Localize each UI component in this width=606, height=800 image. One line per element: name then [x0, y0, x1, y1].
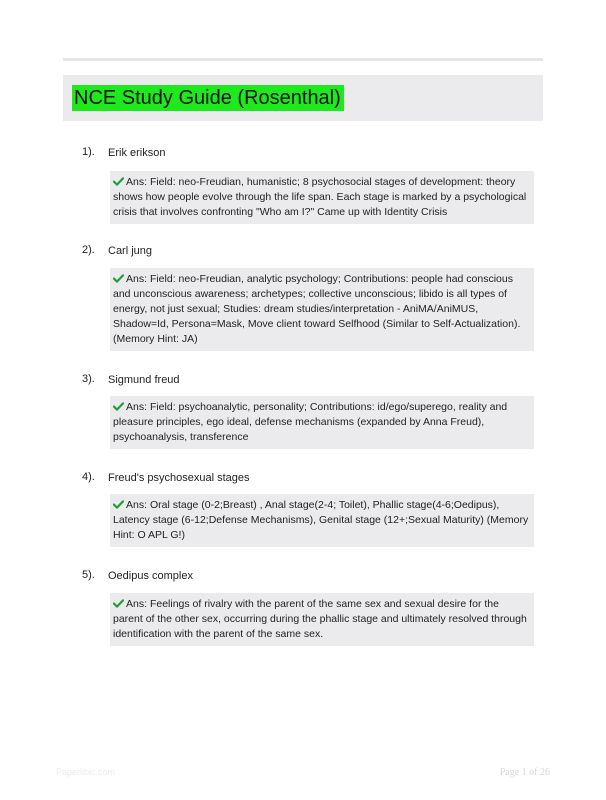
answer-prefix: Ans:: [126, 598, 150, 610]
answer-text: Field: neo-Freudian, humanistic; 8 psychosocial stages of development: theory shows how people evolve through the life span. Each stage is marked by a psychological crisis that involves confronting "Who am I?" Came up with Identity Crisis: [113, 176, 527, 218]
answer-text: Field: neo-Freudian, analytic psychology; Contributions: people had conscious and unconscious awareness; archetypes; collective unconscious; libido is all types of energy, not just sexual; Studies: dream studies/interpretation - AniMA/AniMUS, Shadow=Id, Persona=Mask, Move client toward Selfhood (Similar to Self-Actualization). (Memory Hint: JA): [113, 273, 521, 345]
checkmark-icon: [113, 402, 124, 411]
checkmark-icon: [113, 274, 124, 283]
checkmark-icon: [113, 500, 124, 509]
answer-text: Feelings of rivalry with the parent of the same sex and sexual desire for the parent of the other sex, occurring during the phallic stage and ultimately resolved through identification with the parent of the same sex.: [113, 598, 527, 640]
question-number: 1).: [82, 146, 95, 158]
footer-watermark: Paperlibic.com: [56, 767, 116, 777]
top-divider: [63, 58, 543, 61]
answer-box: [110, 268, 534, 351]
answer-prefix: Ans:: [126, 401, 150, 413]
question-number: 3).: [82, 373, 95, 385]
answer-prefix: Ans:: [126, 273, 150, 285]
question-text: Freud's psychosexual stages: [108, 472, 250, 484]
answer-prefix: Ans:: [126, 176, 150, 188]
page-title: NCE Study Guide (Rosenthal): [72, 85, 344, 111]
answer-box: [110, 593, 534, 646]
answer-box: [110, 494, 534, 547]
question-number: 4).: [82, 471, 95, 483]
answer-text: Field: psychoanalytic, personality; Contributions: id/ego/superego, reality and pleasure principles, ego ideal, defense mechanisms (expanded by Anna Freud), psychoanalysis, transference: [113, 401, 508, 443]
question-text: Erik erikson: [108, 147, 166, 159]
title-banner: [63, 75, 543, 121]
page-number: Page 1 of 26: [499, 767, 550, 778]
answer-prefix: Ans:: [126, 499, 150, 511]
question-text: Carl jung: [108, 245, 153, 257]
answer-box: [110, 396, 534, 449]
answer-box: [110, 171, 534, 224]
answer-text: Oral stage (0-2;Breast) , Anal stage(2-4; Toilet), Phallic stage(4-6;Oedipus), Latency stage (6-12;Defense Mechanisms), Genital stage (12+;Sexual Maturity) (Memory Hint: O APL G!): [113, 499, 529, 541]
checkmark-icon: [113, 599, 124, 608]
question-number: 5).: [82, 569, 95, 581]
question-number: 2).: [82, 244, 95, 256]
checkmark-icon: [113, 177, 124, 186]
question-text: Sigmund freud: [108, 374, 180, 386]
question-text: Oedipus complex: [108, 570, 193, 582]
